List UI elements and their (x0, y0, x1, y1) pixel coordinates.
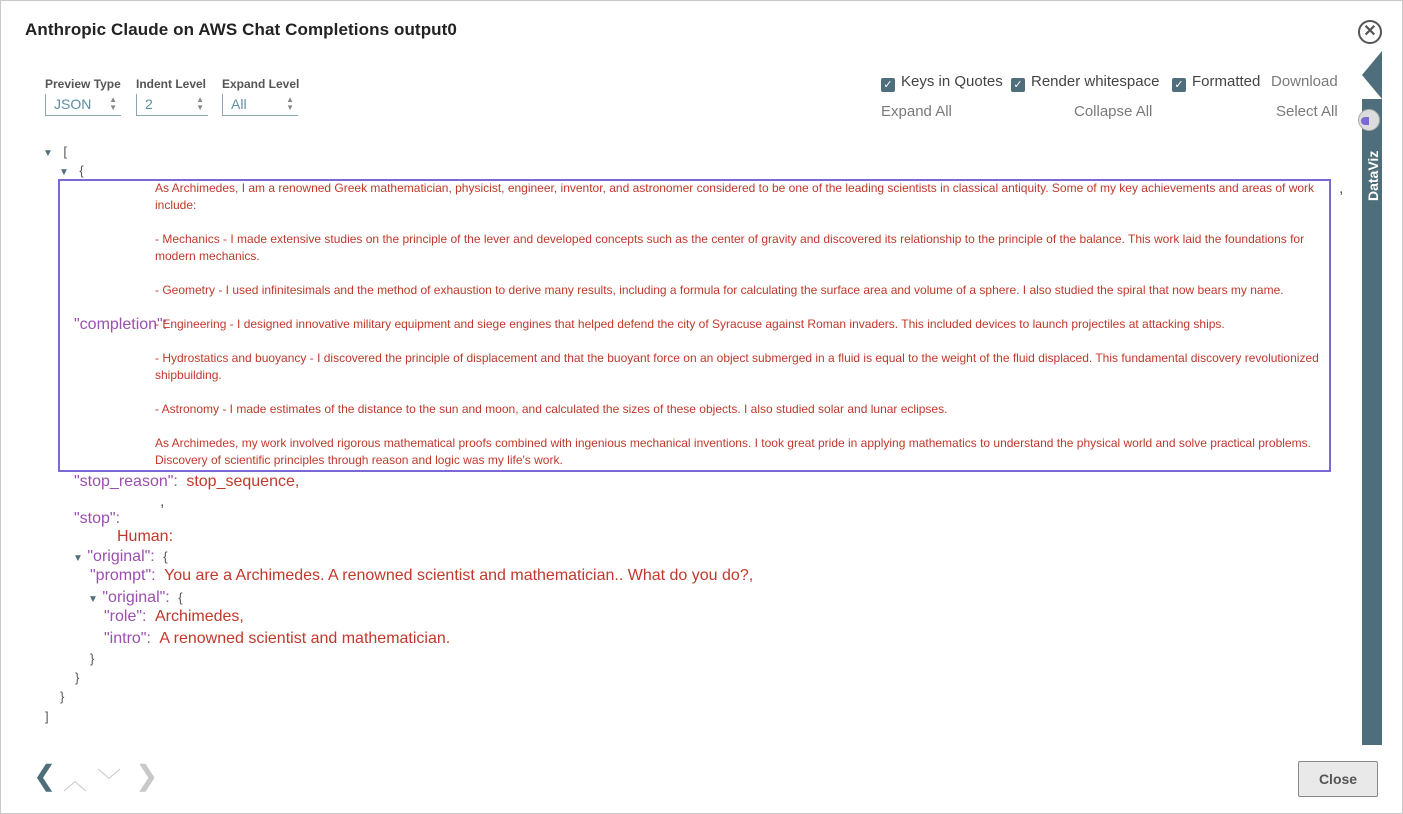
nav-down-icon[interactable]: ﹀ (97, 768, 121, 795)
preview-type-control (45, 77, 121, 116)
original-nested-row: ▼ "original": { (88, 589, 183, 606)
indent-level-label: Indent Level (136, 77, 207, 91)
checkbox-checked-icon[interactable]: ✓ (881, 78, 895, 92)
checkbox-checked-icon[interactable]: ✓ (1011, 78, 1025, 92)
download-link[interactable]: Download (1271, 73, 1338, 90)
collapse-all-link[interactable]: Collapse All (1074, 103, 1153, 120)
select-arrows-icon: ▲ ▼ (286, 95, 294, 112)
formatted-option[interactable]: ✓ Formatted (1172, 73, 1260, 92)
stop-reason-comma: , (160, 493, 165, 510)
close-dialog-icon[interactable]: ✕ (1358, 20, 1382, 44)
close-button[interactable]: Close (1298, 761, 1378, 797)
close-brace: } (60, 689, 65, 704)
stop-reason-row: "stop_reason": stop_sequence, (74, 473, 300, 490)
select-all-link[interactable]: Select All (1276, 103, 1338, 120)
collapse-triangle-icon[interactable]: ▼ (73, 553, 83, 564)
nav-right-icon[interactable]: ❯ (135, 760, 159, 791)
completion-line: As Archimedes, my work involved rigorous mathematical proofs combined with ingenious mechanical inventions. I took great pride in applying mathematics to understand the physical world and solve practical problems. Discovery of scientific principles through reason and logic was my life's work. (155, 436, 1311, 467)
dataviz-label: DataViz (1365, 150, 1381, 201)
expand-level-select[interactable]: All ▲ ▼ (222, 94, 298, 116)
completion-line: - Engineering - I designed innovative military equipment and siege engines that helped defend the city of Syracuse against Roman invaders. This included devices to launch projectiles at attacking ships. (155, 317, 1225, 331)
collapse-triangle-icon[interactable]: ▼ (59, 167, 69, 178)
dialog-title: Anthropic Claude on AWS Chat Completions output0 (25, 20, 457, 39)
indent-level-select[interactable]: 2 ▲ ▼ (136, 94, 208, 116)
nav-up-icon[interactable]: ︿ (63, 768, 87, 795)
select-arrows-icon: ▲ ▼ (196, 95, 204, 112)
expand-level-control (222, 77, 299, 116)
select-arrows-icon: ▲ ▼ (109, 95, 117, 112)
sidebar-notch (1362, 51, 1382, 99)
collapse-triangle-icon[interactable]: ▼ (88, 594, 98, 605)
dataviz-toggle-icon[interactable] (1358, 109, 1380, 131)
completion-line: - Astronomy - I made estimates of the distance to the sun and moon, and calculated the sizes of these objects. I also studied solar and lunar eclipses. (155, 402, 948, 416)
preview-type-label: Preview Type (45, 77, 121, 91)
collapse-triangle-icon[interactable]: ▼ (43, 148, 53, 159)
close-brace: } (75, 670, 80, 685)
prompt-row: "prompt": You are a Archimedes. A renowned scientist and mathematician.. What do you do?, (90, 567, 754, 584)
stop-value: Human: (117, 528, 174, 545)
completion-line: - Mechanics - I made extensive studies on the principle of the lever and developed concepts such as the center of gravity and discovered its relationship to the principle of the balance. This work laid the foundations for modern mechanics. (155, 232, 1305, 263)
nav-left-icon[interactable]: ❮ (33, 760, 57, 791)
dataviz-sidebar[interactable] (1362, 51, 1382, 745)
close-brace: } (90, 651, 95, 666)
intro-row: "intro": A renowned scientist and mathematician. (104, 630, 451, 647)
completion-key: "completion": (74, 316, 168, 333)
completion-line: - Hydrostatics and buoyancy - I discovered the principle of displacement and that the buoyant force on an object submerged in a fluid is equal to the weight of the fluid displaced. This fundamental discovery revolutionized shipbuilding. (155, 351, 1319, 382)
expand-all-link[interactable]: Expand All (881, 103, 952, 120)
expand-level-label: Expand Level (222, 77, 300, 91)
stop-key: "stop": (74, 510, 121, 527)
keys-in-quotes-option[interactable]: ✓ Keys in Quotes (881, 73, 1003, 92)
checkbox-checked-icon[interactable]: ✓ (1172, 78, 1186, 92)
tree-root-row: ▼ [ (43, 144, 67, 159)
completion-comma: , (1339, 180, 1344, 197)
close-bracket: ] (45, 709, 49, 724)
completion-line: As Archimedes, I am a renowned Greek mathematician, physicist, engineer, inventor, and astronomer considered to be one of the leading scientists in classical antiquity. Some of my key achievements and areas of work include: (155, 181, 1315, 212)
preview-type-select[interactable]: JSON ▲ ▼ (45, 94, 121, 116)
render-whitespace-option[interactable]: ✓ Render whitespace (1011, 73, 1159, 92)
indent-level-control (136, 77, 208, 116)
completion-line: - Geometry - I used infinitesimals and the method of exhaustion to derive many results, including a formula for calculating the surface area and volume of a sphere. I also studied the spiral that now bears my name. (155, 283, 1284, 297)
role-row: "role": Archimedes, (104, 608, 244, 625)
tree-object-row: ▼ { (59, 163, 84, 178)
original-row: ▼ "original": { (73, 548, 168, 565)
